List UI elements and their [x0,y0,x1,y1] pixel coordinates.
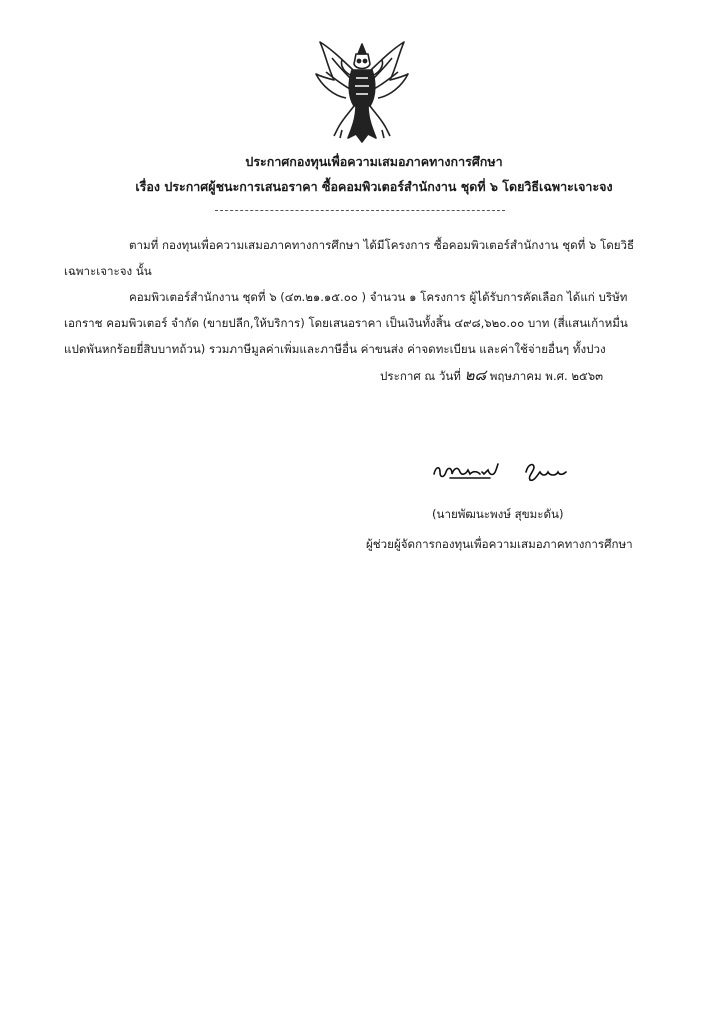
date-prefix: ประกาศ ณ วันที่ [380,369,461,383]
paragraph-2-line-2: เอกราช คอมพิวเตอร์ จำกัด (ขายปลีก,ให้บริการ) โดยเสนอราคา เป็นเงินทั้งสิ้น ๔๙๘,๖๒๐.๐๐ บาท (สี่แสนเก้าหมื่น [64,316,628,330]
paragraph-2-line-3: แปดพันหกร้อยยี่สิบบาทถ้วน) รวมภาษีมูลค่าเพิ่มและภาษีอื่น ค่าขนส่ง ค่าจดทะเบียน และค่าใช้จ่ายอื่นๆ ทั้งปวง [64,342,606,356]
announcement-date [380,363,603,387]
date-day: ๒๘ [464,366,487,384]
separator-line [215,210,505,211]
handwritten-signature [430,450,590,490]
signer-position: ผู้ช่วยผู้จัดการกองทุนเพื่อความเสมอภาคทางการศึกษา [366,537,633,551]
announcement-subject: เรื่อง ประกาศผู้ชนะการเสนอราคา ซื้อคอมพิวเตอร์สำนักงาน ชุดที่ ๖ โดยวิธีเฉพาะเจาะจง [135,179,613,194]
garuda-emblem-icon [312,38,412,146]
paragraph-2-line-1: คอมพิวเตอร์สำนักงาน ชุดที่ ๖ (๔๓.๒๑.๑๕.๐๐ ) จำนวน ๑ โครงการ ผู้ได้รับการคัดเลือก ได้แก่ บริษัท [129,290,628,304]
paragraph-1-line-2: เฉพาะเจาะจง นั้น [64,264,152,278]
date-month-year: พฤษภาคม พ.ศ. ๒๕๖๓ [489,369,604,383]
paragraph-1-line-1: ตามที่ กองทุนเพื่อความเสมอภาคทางการศึกษา ได้มีโครงการ ซื้อคอมพิวเตอร์สำนักงาน ชุดที่ ๖ โดยวิธี [129,238,635,252]
announcement-title: ประกาศกองทุนเพื่อความเสมอภาคทางการศึกษา [245,154,503,169]
signer-name: (นายพัฒนะพงษ์ สุขมะดัน) [432,507,564,521]
